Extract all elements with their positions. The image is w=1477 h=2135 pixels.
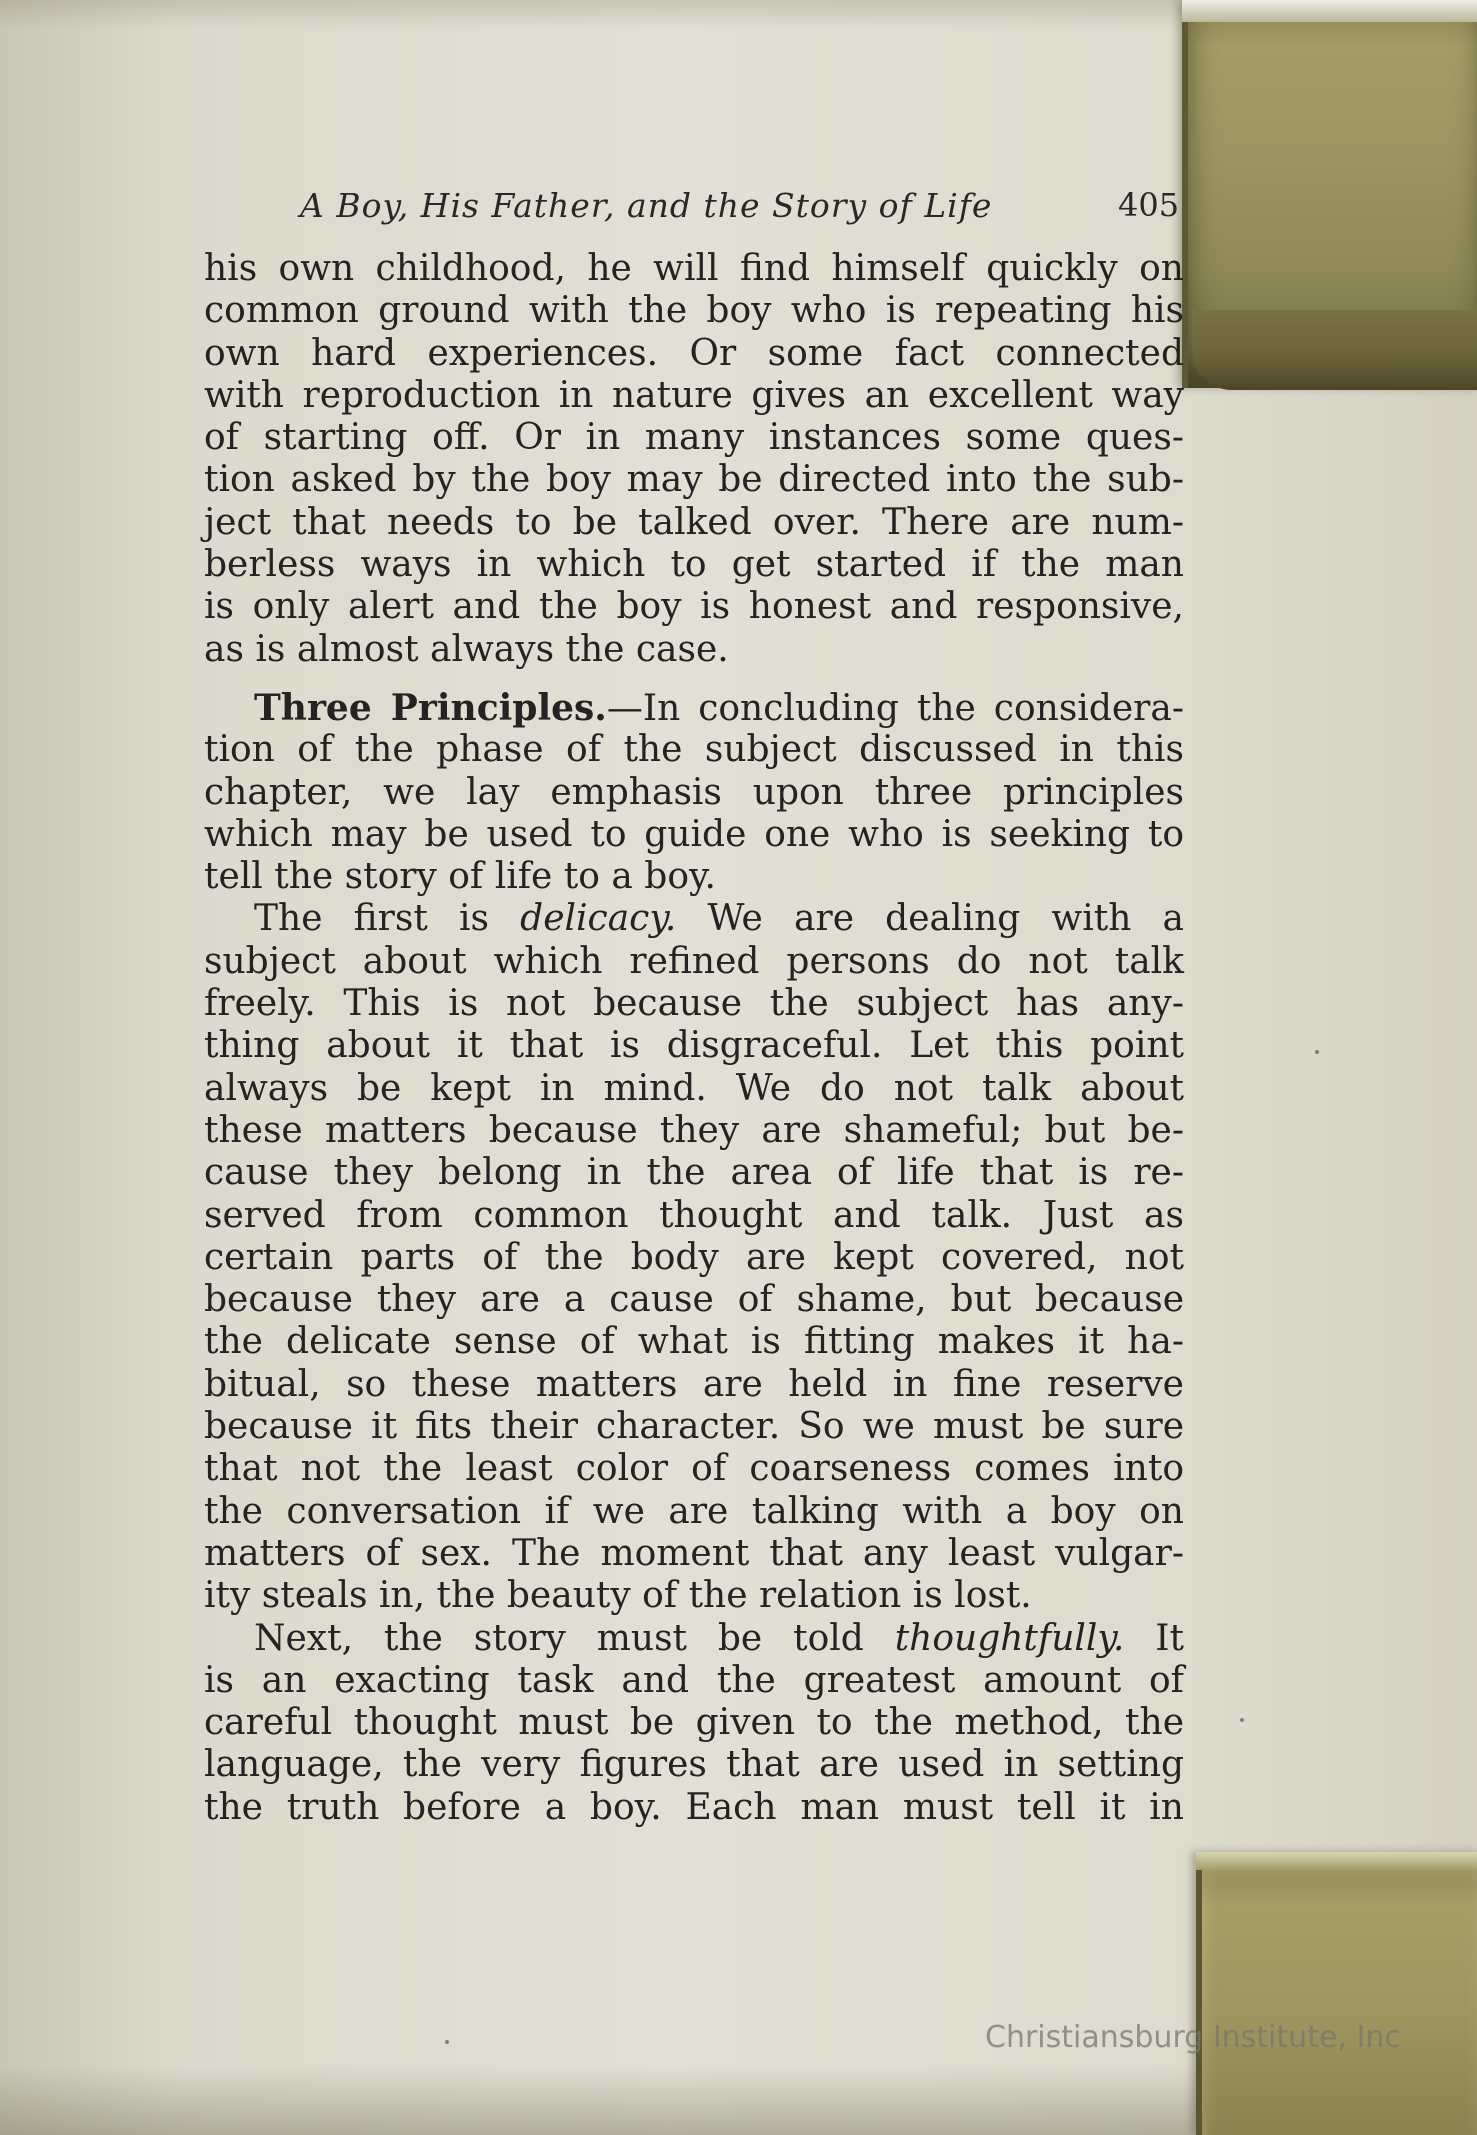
lead-text: Next, the story must be told (254, 1617, 895, 1659)
text-line: these matters because they are shameful; but be- (204, 1109, 1184, 1151)
running-head-title: A Boy, His Father, and the Story of Life (300, 186, 993, 225)
text-line: ject that needs to be talked over. There are num- (204, 501, 1184, 543)
text-line: certain parts of the body are kept covered, not (204, 1236, 1184, 1278)
text-line: his own childhood, he will find himself quickly on (204, 248, 1184, 289)
body-text (204, 248, 1184, 1829)
text-line: because it fits their character. So we must be sure (204, 1406, 1184, 1448)
text-line: berless ways in which to get started if the man (204, 544, 1184, 586)
text-line: because they are a cause of shame, but because (204, 1279, 1184, 1321)
text-line: subject about which refined persons do not talk (204, 940, 1184, 982)
lead-text-rest: We are dealing with a (676, 898, 1185, 940)
binding-tab-bottom (1196, 1852, 1477, 2135)
text-line: as is almost always the case. (204, 628, 729, 670)
emphasis-thoughtfully: thoughtfully. (894, 1617, 1125, 1659)
text-line: the delicate sense of what is fitting makes it ha- (204, 1321, 1184, 1363)
lead-text-rest: It (1124, 1617, 1184, 1659)
page-number: 405 (1118, 186, 1180, 224)
text-line: tion asked by the boy may be directed into the sub- (204, 459, 1184, 501)
binding-tab-bottom-rim (1196, 1852, 1477, 1870)
text-line: careful thought must be given to the method, the (204, 1702, 1184, 1744)
section-heading: Three Principles. (254, 686, 607, 729)
paragraph-thoughtfully (204, 1618, 1184, 1829)
text-line: tell the story of life to a boy. (204, 856, 716, 898)
watermark: Christiansburg Institute, Inc (985, 2020, 1401, 2055)
paragraph-lead-line (204, 1618, 1184, 1660)
text-line: of starting off. Or in many instances some ques- (204, 417, 1184, 459)
paragraph-gap (204, 671, 1184, 687)
text-line: matters of sex. The moment that any least vulgar- (204, 1532, 1184, 1574)
paragraph-three-principles (204, 687, 1184, 898)
emphasis-delicacy: delicacy. (520, 898, 677, 940)
paragraph-1 (204, 248, 1184, 671)
text-line: ity steals in, the beauty of the relation is lost. (204, 1575, 1032, 1617)
text-line: always be kept in mind. We do not talk about (204, 1067, 1184, 1109)
text-line: tion of the phase of the subject discussed in this (204, 729, 1184, 771)
section-heading-line (204, 687, 1184, 729)
text-line: bitual, so these matters are held in fine reserve (204, 1363, 1184, 1405)
text-line: with reproduction in nature gives an excellent way (204, 374, 1184, 416)
section-heading-rest: —In concluding the considera- (606, 687, 1184, 729)
text-line: served from common thought and talk. Just as (204, 1194, 1184, 1236)
paragraph-lead-line (204, 898, 1184, 940)
binding-tab-top-shadow (1192, 310, 1477, 390)
text-line: chapter, we lay emphasis upon three principles (204, 771, 1184, 813)
binding-tab-top-rim (1182, 0, 1477, 22)
text-line: own hard experiences. Or some fact connected (204, 332, 1184, 374)
text-line: common ground with the boy who is repeating his (204, 290, 1184, 332)
text-line: the conversation if we are talking with a boy on (204, 1490, 1184, 1532)
paper-speck (445, 2040, 449, 2044)
text-line: which may be used to guide one who is seeking to (204, 813, 1184, 855)
text-line: thing about it that is disgraceful. Let this point (204, 1025, 1184, 1067)
text-line: freely. This is not because the subject has any- (204, 983, 1184, 1025)
text-line: language, the very figures that are used in setting (204, 1744, 1184, 1786)
text-line: cause they belong in the area of life that is re- (204, 1152, 1184, 1194)
paper-speck (1240, 1718, 1244, 1722)
paragraph-delicacy (204, 898, 1184, 1617)
paper-speck (1315, 1050, 1319, 1054)
text-line: that not the least color of coarseness comes into (204, 1448, 1184, 1490)
text-line: is only alert and the boy is honest and responsive, (204, 586, 1184, 628)
text-line: the truth before a boy. Each man must tell it in (204, 1786, 1184, 1828)
text-line: is an exacting task and the greatest amount of (204, 1659, 1184, 1701)
lead-text: The first is (254, 898, 521, 940)
